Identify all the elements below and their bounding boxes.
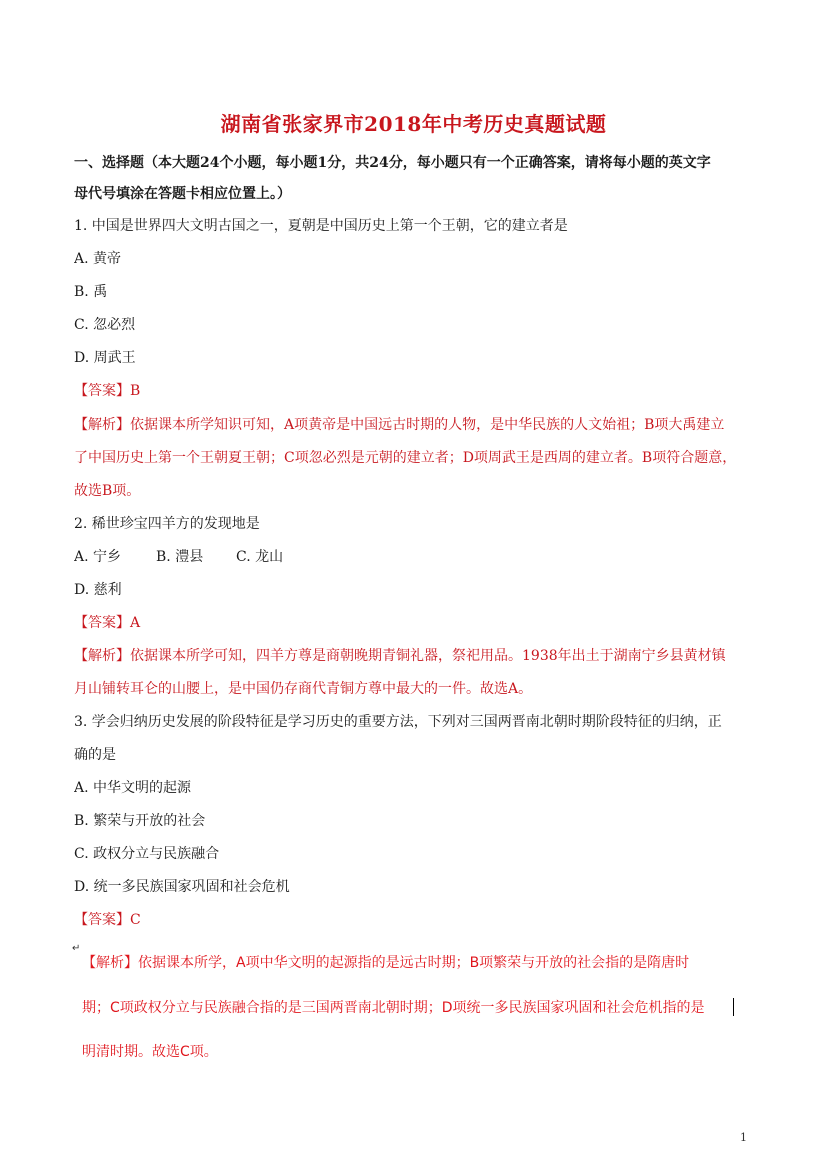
question-2-option-c: C. 龙山 xyxy=(236,549,284,565)
question-1-option-d: D. 周武王 xyxy=(74,350,136,366)
question-3-option-b: B. 繁荣与开放的社会 xyxy=(74,813,206,829)
question-1-option-b: B. 禹 xyxy=(74,284,108,300)
question-2-option-d: D. 慈利 xyxy=(74,582,122,598)
section-heading-line-2: 母代号填涂在答题卡相应位置上。） xyxy=(74,186,291,202)
question-2-answer: 【答案】A xyxy=(74,615,141,631)
question-1-analysis-line-2: 了中国历史上第一个王朝夏王朝；C项忽必烈是元朝的建立者；D项周武王是西周的建立者。B项符合题意， xyxy=(74,450,737,466)
text-cursor xyxy=(733,998,734,1016)
question-1-stem: 1. 中国是世界四大文明古国之一，夏朝是中国历史上第一个王朝，它的建立者是 xyxy=(74,218,568,234)
question-3-option-d: D. 统一多民族国家巩固和社会危机 xyxy=(74,879,290,895)
question-3-analysis-line-3: 明清时期。故选C项。 xyxy=(82,1044,218,1060)
section-heading-line-1: 一、选择题（本大题24个小题，每小题1分，共24分，每小题只有一个正确答案，请将每小题的英文字 xyxy=(74,155,711,171)
question-3-answer: 【答案】C xyxy=(74,912,141,928)
question-1-analysis-line-3: 故选B项。 xyxy=(74,483,141,499)
question-1-option-c: C. 忽必烈 xyxy=(74,317,136,333)
question-1-answer: 【答案】B xyxy=(74,383,141,399)
page-title: 湖南省张家界市2018年中考历史真题试题 xyxy=(220,112,607,136)
question-3-option-a: A. 中华文明的起源 xyxy=(74,780,192,796)
question-1-option-a: A. 黄帝 xyxy=(74,251,122,267)
question-3-analysis-line-2: 期；C项政权分立与民族融合指的是三国两晋南北朝时期；D项统一多民族国家巩固和社会危机指的是 xyxy=(82,1000,705,1016)
question-3-stem-line-2: 确的是 xyxy=(74,747,116,763)
question-3-option-c: C. 政权分立与民族融合 xyxy=(74,846,220,862)
question-2-option-a: A. 宁乡 xyxy=(74,549,122,565)
question-2-analysis-line-2: 月山铺转耳仑的山腰上，是中国仍存商代青铜方尊中最大的一件。故选A。 xyxy=(74,681,533,697)
question-3-stem-line-1: 3. 学会归纳历史发展的阶段特征是学习历史的重要方法，下列对三国两晋南北朝时期阶段特征的归纳，正 xyxy=(74,714,722,730)
paragraph-mark-icon: ↵ xyxy=(72,943,81,954)
question-2-option-b: B. 澧县 xyxy=(156,549,204,565)
question-2-analysis-line-1: 【解析】依据课本所学可知，四羊方尊是商朝晚期青铜礼器，祭祀用品。1938年出土于湖南宁乡县黄材镇 xyxy=(74,648,726,664)
page-number: 1 xyxy=(740,1131,747,1144)
question-3-analysis-line-1: 【解析】依据课本所学，A项中华文明的起源指的是远古时期；B项繁荣与开放的社会指的是隋唐时 xyxy=(82,955,690,971)
question-2-stem: 2. 稀世珍宝四羊方的发现地是 xyxy=(74,516,260,532)
question-2-options-row xyxy=(74,547,764,567)
question-1-analysis-line-1: 【解析】依据课本所学知识可知，A项黄帝是中国远古时期的人物，是中华民族的人文始祖；B项大禹建立 xyxy=(74,417,725,433)
